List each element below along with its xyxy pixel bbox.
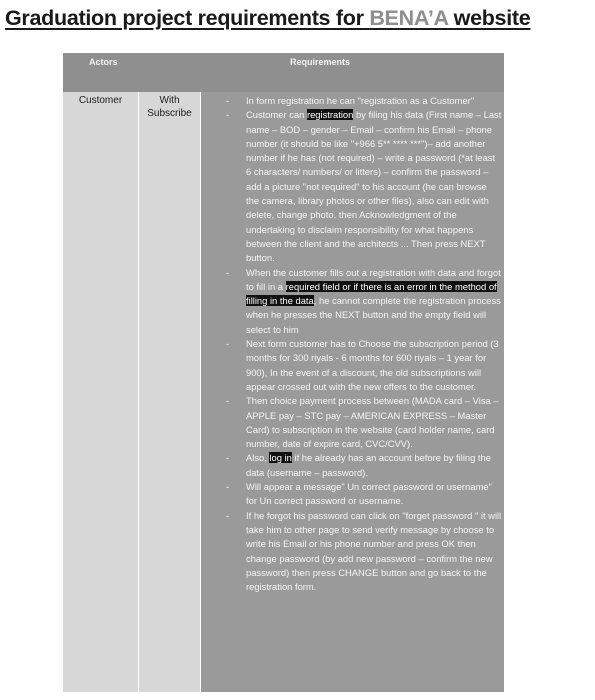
title-suffix: website — [447, 6, 531, 30]
bullet-dash: - — [226, 481, 230, 493]
bullet-dash: - — [226, 338, 230, 350]
requirement-item: - In form registration he can "registration as a Customer" — [201, 94, 504, 108]
highlighted-text: registration — [306, 109, 354, 121]
bullet-dash: - — [226, 395, 230, 407]
requirement-item: - If he forgot his password can click on "forget password " it will take him to other page to send verify message by choose to write his Email or his phone number and press OK then change password (by add new password – confirm the new password) then press CHANGE button and go back to the registration form. — [226, 509, 502, 593]
bullet-dash: - — [226, 109, 230, 121]
bullet-dash: - — [226, 452, 230, 464]
bullet-dash: - — [226, 509, 230, 521]
requirement-item: - When the customer fills out a registration with data and forgot to fill in a required field or if there is an error in the method of filling in the data, he cannot complete the registration process when he presses the NEXT button and the empty field will select to him — [226, 266, 501, 335]
actor-label: Customer — [78, 95, 123, 106]
header-requirements: Requirements — [290, 57, 351, 67]
highlighted-text: required field or if there is an error in the method of filling in the data — [246, 280, 497, 307]
requirement-item: - Will appear a message" Un correct password or username" for Un correct password or username. — [226, 481, 492, 507]
page-title — [5, 6, 590, 31]
requirements-cell — [201, 92, 504, 692]
requirements-list — [201, 94, 504, 594]
requirement-item: - Next form customer has to Choose the subscription period (3 months for 300 riyals - 6 months for 600 riyals – 1 year for 900), In the event of a discount, the old subscriptions will appear crossed out with the new offers to the customer. — [226, 338, 499, 392]
header-actors: Actors — [89, 57, 118, 67]
condition-label: With Subscribe — [147, 95, 192, 119]
bullet-dash: - — [226, 266, 230, 278]
highlighted-text: log in — [269, 452, 292, 464]
condition-cell — [139, 92, 200, 692]
requirement-item: - Customer can registration by filing his data (First name – Last name – BOD – gender – Email – confirm his Email – phone number (it should be like "+966 5** **** ***")– add another number if he has (not required) – write a password (*at least 6 characters/ numbers/ or litters) – confirm the password – add a picture "not required" to his account (he can browse the camera, library photos or other files), also can edit with delete, change photo. then Acknowledgment of the undertaking to disclaim responsibility for what happens between the client and the architects ... Then press NEXT button. — [226, 109, 502, 264]
actor-cell — [63, 92, 138, 692]
requirement-item: - Then choice payment process between (MADA card – Visa – APPLE pay – STC pay – AMERICAN EXPRESS – Master Card) to subscription in the website (card holder name, card number, date of expire card, CVC/CVV). — [226, 395, 499, 450]
title-text: Graduation project requirements for — [5, 6, 370, 30]
requirement-item: - Also, log in if he already has an account before by filing the data (username – password). — [226, 452, 491, 478]
requirements-table — [63, 53, 504, 692]
table-header-row — [63, 53, 504, 92]
title-brand: BENA’A — [369, 6, 448, 30]
bullet-dash: - — [226, 95, 230, 106]
